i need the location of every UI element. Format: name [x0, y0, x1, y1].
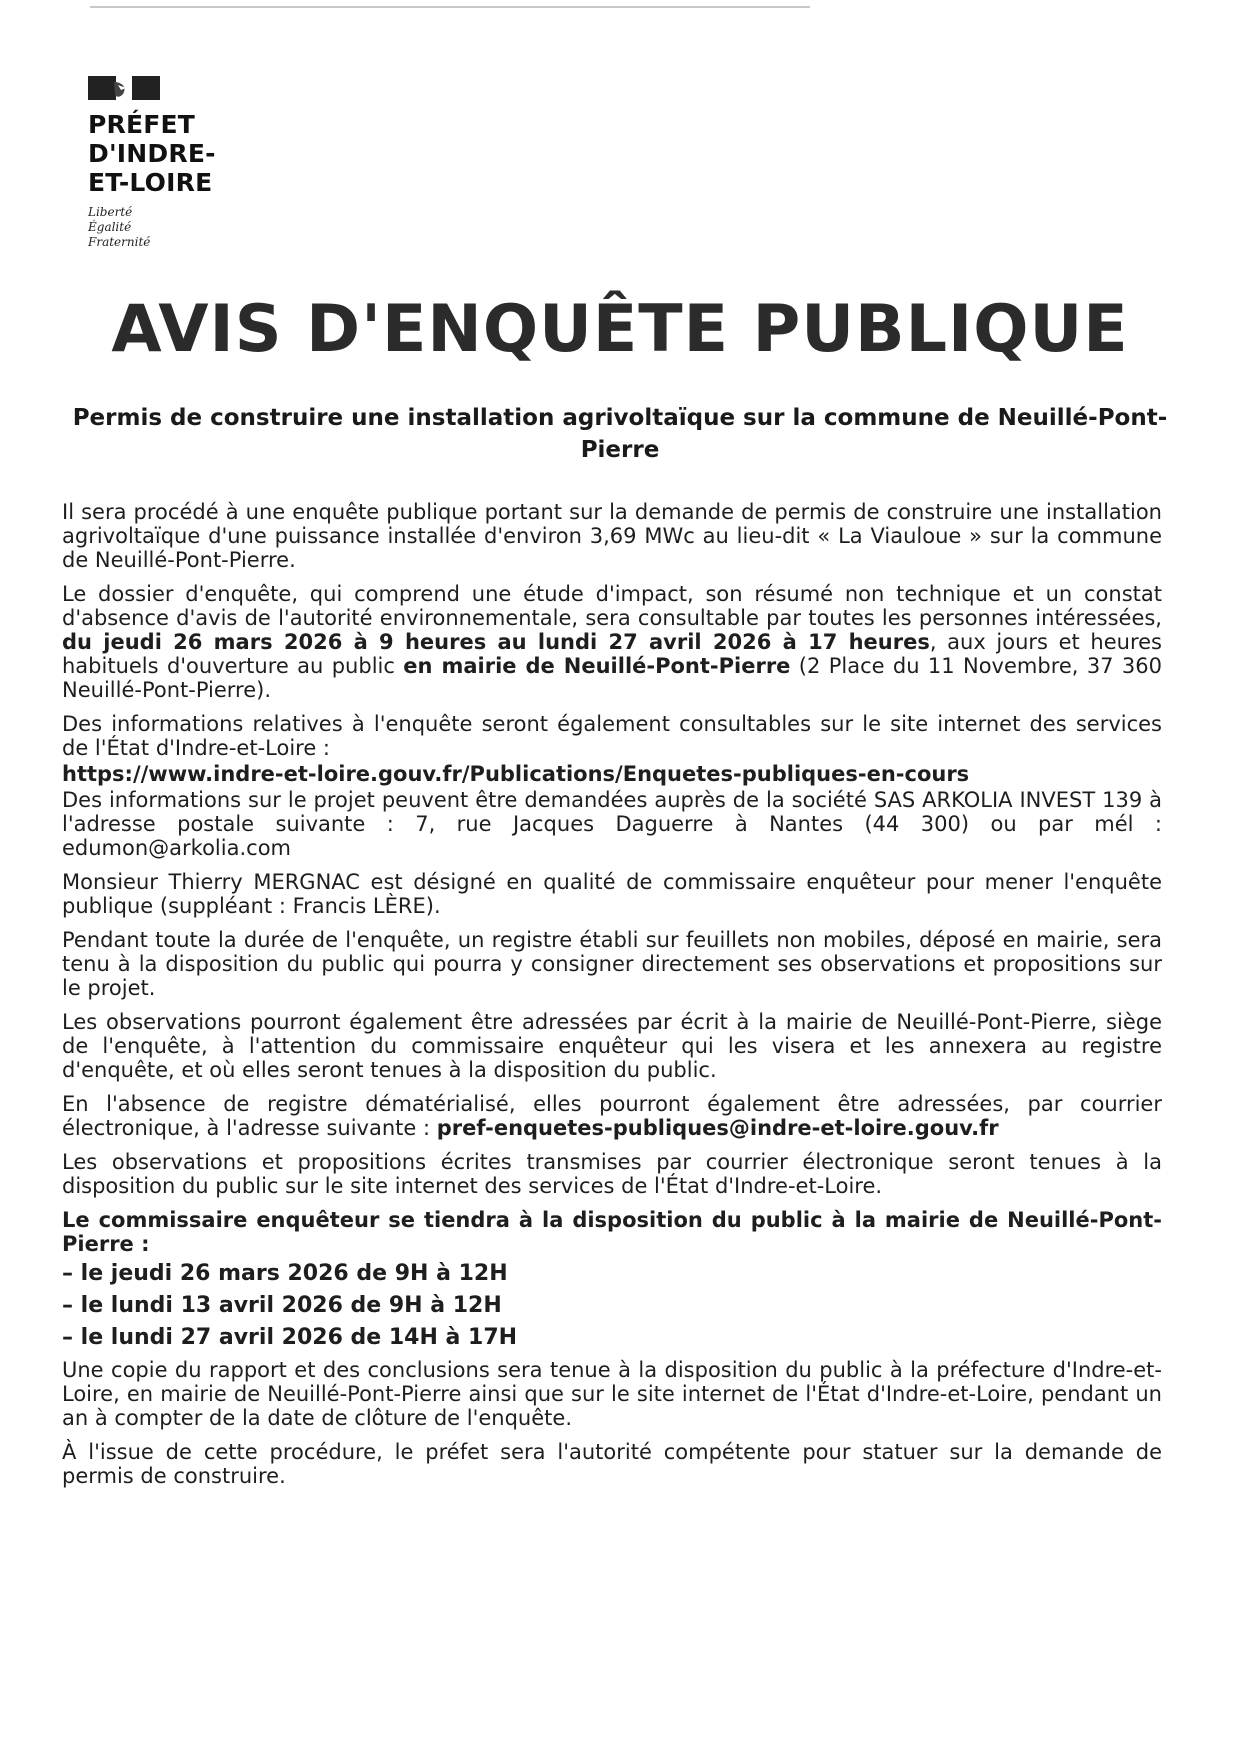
prefecture-website-link[interactable]: https://www.indre-et-loire.gouv.fr/Publications/Enquetes-publiques-en-cours: [62, 762, 970, 786]
paragraph-register: Pendant toute la durée de l'enquête, un registre établi sur feuillets non mobiles, déposé en mairie, sera tenu à la disposition du public qui pourra y consigner directement ses observations et propositions sur le projet.: [62, 928, 1162, 1000]
paragraph-project-contact: Des informations sur le projet peuvent être demandées auprès de la société SAS ARKOLIA INVEST 139 à l'adresse postale suivante : 7, rue Jacques Daguerre à Nantes (44 300) ou par mél : edumon@arkolia.com: [62, 788, 1162, 860]
paragraph-conclusion: À l'issue de cette procédure, le préfet sera l'autorité compétente pour statuer sur la demande de permis de construire.: [62, 1440, 1162, 1488]
dossier-text-2: , aux jours et heures habituels d'ouverture au public: [62, 630, 1162, 678]
notice-body: [62, 500, 1162, 1498]
paragraph-email-observations: Les observations et propositions écrites transmises par courrier électronique seront tenues à la disposition du public sur le site internet des services de l'État d'Indre-et-Loire.: [62, 1150, 1162, 1198]
motto-egalite: Égalité: [88, 220, 132, 234]
inquiry-email-link[interactable]: pref-enquetes-publiques@indre-et-loire.gouv.fr: [436, 1116, 999, 1140]
prefecture-name-line-3: ET-LOIRE: [88, 168, 213, 197]
marianne-emblem-icon: [88, 76, 160, 100]
paragraph-written-observations: Les observations pourront également être adressées par écrit à la mairie de Neuillé-Pont-Pierre, siège de l'enquête, à l'attention du commissaire enquêteur qui les visera et les annexera au registre d'enquête, et où elles seront tenues à la disposition du public.: [62, 1010, 1162, 1082]
dossier-text-1: Le dossier d'enquête, qui comprend une étude d'impact, son résumé non technique et un constat d'absence d'avis de l'autorité environnementale, sera consultable par toutes les personnes intéressées,: [62, 582, 1162, 630]
permanence-item: – le lundi 13 avril 2026 de 9H à 12H: [62, 1293, 502, 1318]
paragraph-commissioner: Monsieur Thierry MERGNAC est désigné en qualité de commissaire enquêteur pour mener l'enquête publique (suppléant : Francis LÈRE).: [62, 870, 1162, 918]
republic-motto: [88, 205, 338, 250]
prefecture-name: [88, 110, 338, 197]
inquiry-dates: du jeudi 26 mars 2026 à 9 heures au lundi 27 avril 2026 à 17 heures: [62, 630, 930, 654]
permanence-item: – le lundi 27 avril 2026 de 14H à 17H: [62, 1325, 518, 1350]
paragraph-email: [62, 1092, 1162, 1140]
permanence-item: – le jeudi 26 mars 2026 de 9H à 12H: [62, 1261, 508, 1286]
prefecture-name-line-2: D'INDRE-: [88, 139, 216, 168]
paragraph-project: Il sera procédé à une enquête publique portant sur la demande de permis de construire une installation agrivoltaïque d'une puissance installée d'environ 3,69 MWc au lieu-dit « La Viauloue » sur la commune de Neuillé-Pont-Pierre.: [62, 500, 1162, 572]
notice-title: AVIS D'ENQUÊTE PUBLIQUE: [111, 292, 1129, 367]
motto-fraternite: Fraternité: [88, 235, 151, 249]
motto-liberte: Liberté: [88, 205, 133, 219]
prefecture-logo: [88, 76, 338, 250]
email-intro: En l'absence de registre dématérialisé, elles pourront également être adressées, par courrier électronique, à l'adresse suivante :: [62, 1092, 1162, 1140]
paragraph-website-info: Des informations relatives à l'enquête seront également consultables sur le site internet des services de l'État d'Indre-et-Loire :: [62, 712, 1162, 760]
permanences-heading: Le commissaire enquêteur se tiendra à la disposition du public à la mairie de Neuillé-Pont-Pierre :: [62, 1208, 1162, 1256]
notice-subtitle: Permis de construire une installation agrivoltaïque sur la commune de Neuillé-Pont-Pierre: [72, 405, 1168, 463]
inquiry-location: en mairie de Neuillé-Pont-Pierre: [403, 654, 791, 678]
prefecture-name-line-1: PRÉFET: [88, 110, 196, 139]
paragraph-report-copy: Une copie du rapport et des conclusions sera tenue à la disposition du public à la préfecture d'Indre-et-Loire, en mairie de Neuillé-Pont-Pierre ainsi que sur le site internet de l'État d'Indre-et-Loire, pendant un an à compter de la date de clôture de l'enquête.: [62, 1358, 1162, 1430]
dossier-text-3: (2 Place du 11 Novembre, 37 360 Neuillé-Pont-Pierre).: [62, 654, 1162, 702]
paragraph-dossier: [62, 582, 1162, 702]
